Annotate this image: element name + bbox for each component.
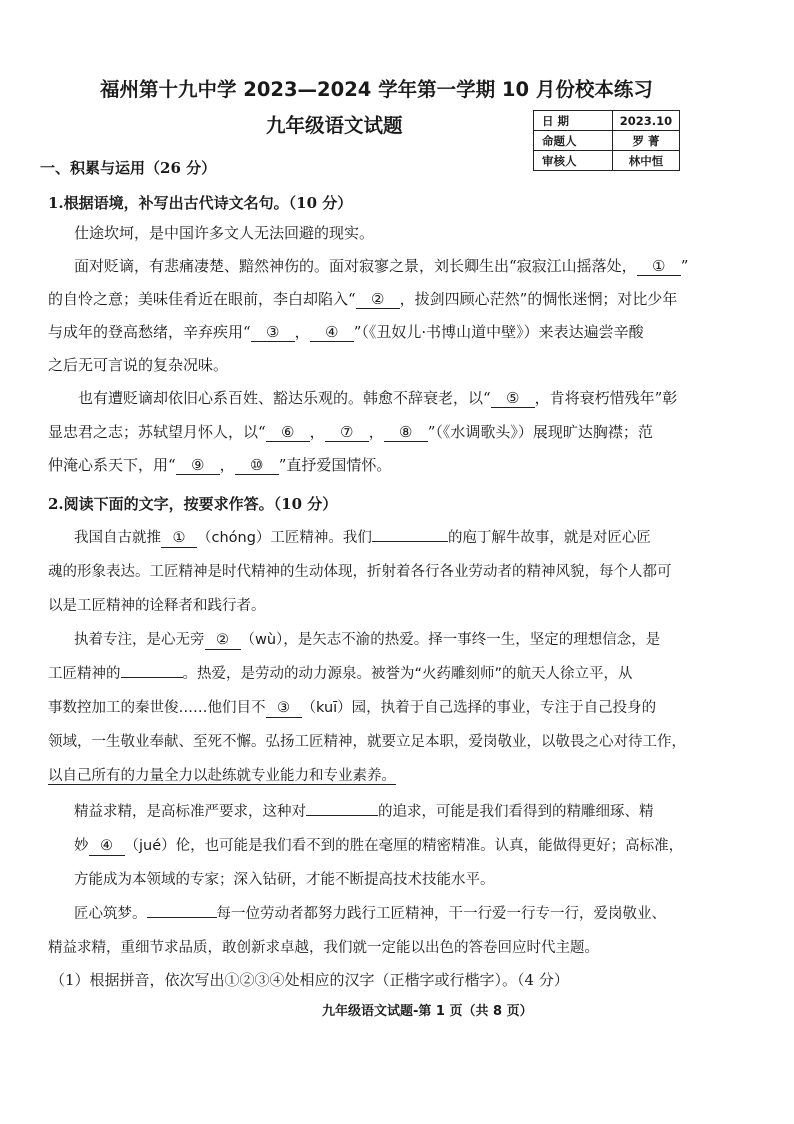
info-row-reviewer [534,151,680,171]
q2-line: 精益求精，重细节求品质，敢创新求卓越，我们就一定能以出色的答卷回应时代主题。 [48,940,599,956]
pinyin-blank-2[interactable]: ② [205,631,241,650]
blank-8[interactable]: ⑧ [384,423,428,442]
info-row-author [534,131,680,151]
pinyin-blank-1[interactable]: ① [161,529,197,548]
info-label: 审核人 [534,151,613,171]
blank-pursuit[interactable] [306,815,378,816]
info-value: 林中恒 [613,151,680,171]
blank-3[interactable]: ③ [251,323,295,342]
q2-line: 妙 ④ （jué）伦，也可能是我们看不到的胜在毫厘的精密精准。认真，能做得更好；高标准， [74,838,684,854]
q2-line: 魂的形象表达。工匠精神是时代精神的生动体现，折射着各行各业劳动者的精神风貌，每个人都可 [48,564,672,580]
q1-line: 显忠君之志；苏轼望月怀人，以“ ⑥ ， ⑦ ， ⑧ ”（《水调歌头》）展现旷达胸襟；范 [48,423,653,441]
q1-line: 的自怜之意；美味佳肴近在眼前，李白却陷入“ ② ，拔剑四顾心茫然”的惆怅迷惘；对比少年 [48,290,678,308]
info-value: 罗 菁 [613,131,680,151]
blank-10[interactable]: ⑩ [235,456,279,475]
question-2-title: 2.阅读下面的文字，按要求作答。（10 分） [48,495,338,513]
exam-info-table [533,110,680,171]
info-value: 2023.10 [613,111,680,131]
exam-title: 福州第十九中学 2023—2024 学年第一学期 10 月份校本练习 [100,78,653,101]
blank-4[interactable]: ④ [310,323,354,342]
q1-line: 也有遭贬谪却依旧心系百姓、豁达乐观的。韩愈不辞衰老，以“ ⑤ ，肯将衰朽惜残年”彰 [78,389,678,407]
q2-underlined-sentence: 以自己所有的力量全力以赴练就专业能力和专业素养。 [48,768,396,784]
pinyin-blank-3[interactable]: ③ [266,699,302,718]
page-footer: 九年级语文试题-第 1 页（共 8 页） [322,1004,533,1019]
q2-subquestion-1: （1）根据拼音，依次写出①②③④处相应的汉字（正楷字或行楷字）。（4 分） [50,971,569,989]
q2-line: 精益求精，是高标准严要求，这种对 的追求，可能是我们看得到的精雕细琢、精 [74,804,654,820]
blank-2[interactable]: ② [356,290,400,309]
q1-paragraph: 仕途坎坷，是中国许多文人无法回避的现实。 [74,224,375,242]
info-row-date [534,111,680,131]
blank-1[interactable]: ① [637,257,681,276]
q2-line: 领域，一生敬业奉献、至死不懈。弘扬工匠精神，就要立足本职，爱岗敬业，以敬畏之心对待工作， [48,734,686,750]
blank-5[interactable]: ⑤ [491,389,535,408]
q1-line: 仲淹心系天下，用“ ⑨ ， ⑩ ”直抒爱国情怀。 [48,456,392,474]
q2-line: 匠心筑梦。 每一位劳动者都努力践行工匠精神，干一行爱一行专一行，爱岗敬业、 [74,906,666,922]
info-label: 命题人 [534,131,613,151]
blank-6[interactable]: ⑥ [266,423,310,442]
blank-condition[interactable] [147,917,217,918]
blank-9[interactable]: ⑨ [176,456,220,475]
section-heading: 一、积累与运用（26 分） [40,159,217,177]
q1-line: 之后无可言说的复杂况味。 [48,356,229,374]
q2-line: 事数控加工的秦世俊……他们目不 ③ （kuī）园，执着于自己选择的事业，专注于自己投身的 [48,700,657,716]
exam-subtitle: 九年级语文试题 [266,114,403,137]
info-label: 日 期 [534,111,613,131]
q2-line: 执着专注，是心无旁 ② （wù），是矢志不渝的热爱。择一事终一生，坚定的理想信念，是 [74,632,661,648]
blank-essence[interactable] [121,677,183,678]
q2-line: 方能成为本领域的专家；深入钻研，才能不断提高技术技能水平。 [74,872,495,888]
q2-line: 我国自古就推 ① （chóng）工匠精神。我们 的庖丁解牛故事，就是对匠心匠 [74,530,651,546]
q1-line: 与成年的登高愁绪，辛弃疾用“ ③ ， ④ ”（《丑奴儿·书博山道中壁》）来表达遍尝辛酸 [48,323,644,341]
q1-line: 面对贬谪，有悲痛凄楚、黯然神伤的。面对寂寥之景，刘长卿生出“寂寂江山摇落处， ① ” [74,257,689,275]
pinyin-blank-4[interactable]: ④ [89,837,125,856]
q2-line: 工匠精神的 。热爱，是劳动的动力源泉。被誉为“火药雕刻师”的航天人徐立平，从 [48,666,633,682]
question-1-title: 1.根据语境，补写出古代诗文名句。（10 分） [48,194,353,212]
q2-line: 以是工匠精神的诠释者和践行者。 [48,598,266,614]
blank-familiar[interactable] [372,541,448,542]
blank-7[interactable]: ⑦ [325,423,369,442]
